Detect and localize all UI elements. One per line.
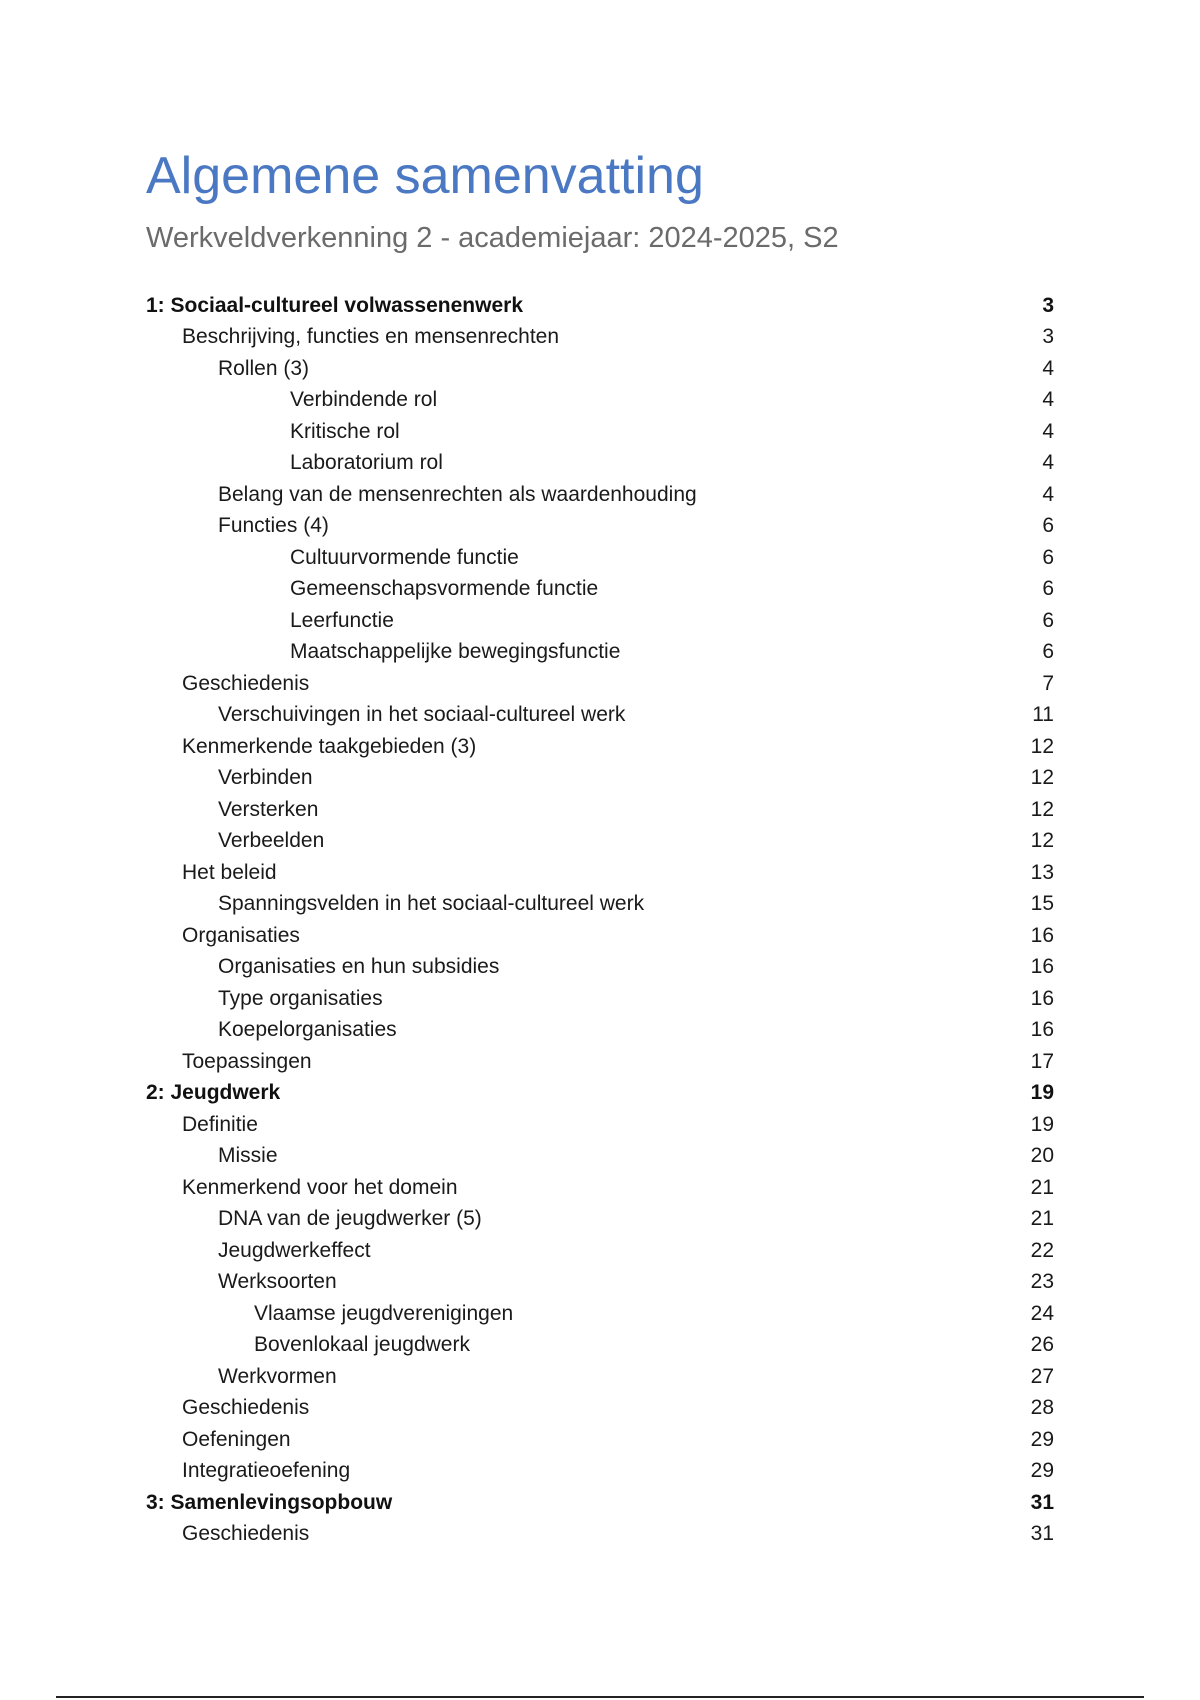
toc-entry-label: Geschiedenis <box>182 1396 310 1420</box>
toc-entry-label: Kenmerkende taakgebieden (3) <box>182 734 477 758</box>
toc-entry-page-number: 12 <box>1030 829 1054 853</box>
toc-entry-page-number: 27 <box>1030 1364 1054 1388</box>
toc-entry-page-number: 7 <box>1042 671 1054 695</box>
toc-entry-label: Toepassingen <box>182 1049 312 1073</box>
toc-entry[interactable] <box>146 322 1054 354</box>
toc-entry-page-number: 19 <box>1030 1081 1054 1105</box>
toc-entry-label: Functies (4) <box>218 514 329 538</box>
toc-entry-label: Kritische rol <box>290 419 400 443</box>
toc-entry[interactable] <box>146 668 1054 700</box>
toc-entry[interactable] <box>146 353 1054 385</box>
toc-entry-page-number: 29 <box>1030 1459 1054 1483</box>
toc-entry-label: Verschuivingen in het sociaal-cultureel werk <box>218 703 626 727</box>
toc-entry[interactable] <box>146 731 1054 763</box>
toc-entry-page-number: 29 <box>1030 1427 1054 1451</box>
toc-entry-page-number: 4 <box>1042 451 1054 475</box>
toc-entry[interactable] <box>146 542 1054 574</box>
toc-entry-page-number: 6 <box>1042 640 1054 664</box>
toc-entry-label: Beschrijving, functies en mensenrechten <box>182 325 560 349</box>
toc-entry[interactable] <box>146 1109 1054 1141</box>
toc-entry[interactable] <box>146 1361 1054 1393</box>
toc-entry-page-number: 4 <box>1042 482 1054 506</box>
toc-entry-label: Rollen (3) <box>218 356 310 380</box>
toc-entry-page-number: 17 <box>1030 1049 1054 1073</box>
toc-entry[interactable] <box>146 794 1054 826</box>
toc-entry-label: Missie <box>218 1144 278 1168</box>
toc-entry-label: Jeugdwerkeffect <box>218 1238 371 1262</box>
toc-entry[interactable] <box>146 983 1054 1015</box>
toc-entry-page-number: 16 <box>1030 955 1054 979</box>
toc-entry[interactable] <box>146 1456 1054 1488</box>
toc-entry-page-number: 23 <box>1030 1270 1054 1294</box>
toc-entry-page-number: 20 <box>1030 1144 1054 1168</box>
toc-entry-label: Oefeningen <box>182 1427 291 1451</box>
toc-entry[interactable] <box>146 1298 1054 1330</box>
toc-entry[interactable] <box>146 637 1054 669</box>
toc-entry[interactable] <box>146 416 1054 448</box>
toc-entry[interactable] <box>146 605 1054 637</box>
toc-entry-label: Maatschappelijke bewegingsfunctie <box>290 640 621 664</box>
toc-entry[interactable] <box>146 574 1054 606</box>
toc-entry-page-number: 24 <box>1030 1301 1054 1325</box>
toc-entry[interactable] <box>146 857 1054 889</box>
toc-entry-label: Geschiedenis <box>182 671 310 695</box>
toc-entry-label: DNA van de jeugdwerker (5) <box>218 1207 482 1231</box>
toc-entry-page-number: 6 <box>1042 577 1054 601</box>
toc-entry-page-number: 21 <box>1030 1175 1054 1199</box>
toc-entry-label: Type organisaties <box>218 986 383 1010</box>
toc-entry-label: Integratieoefening <box>182 1459 351 1483</box>
toc-entry[interactable] <box>146 920 1054 952</box>
toc-entry[interactable] <box>146 1172 1054 1204</box>
toc-entry-label: Het beleid <box>182 860 277 884</box>
toc-entry[interactable] <box>146 700 1054 732</box>
toc-entry-label: Bovenlokaal jeugdwerk <box>254 1333 470 1357</box>
toc-entry-label: Werkvormen <box>218 1364 337 1388</box>
toc-entry-label: Gemeenschapsvormende functie <box>290 577 599 601</box>
toc-chapter-entry[interactable] <box>146 1078 1054 1110</box>
toc-entry[interactable] <box>146 511 1054 543</box>
toc-entry-page-number: 31 <box>1030 1490 1054 1514</box>
toc-entry-page-number: 12 <box>1030 734 1054 758</box>
toc-entry-page-number: 13 <box>1030 860 1054 884</box>
toc-entry-label: Cultuurvormende functie <box>290 545 519 569</box>
toc-entry-page-number: 6 <box>1042 608 1054 632</box>
document-title: Algemene samenvatting <box>146 147 704 205</box>
toc-chapter-entry[interactable] <box>146 1487 1054 1519</box>
toc-entry[interactable] <box>146 826 1054 858</box>
toc-entry-label: Laboratorium rol <box>290 451 443 475</box>
toc-chapter-entry[interactable] <box>146 290 1054 322</box>
toc-entry-page-number: 4 <box>1042 356 1054 380</box>
toc-entry-page-number: 31 <box>1030 1522 1054 1546</box>
toc-entry-page-number: 12 <box>1030 766 1054 790</box>
toc-entry-page-number: 3 <box>1042 293 1054 317</box>
toc-entry-label: Vlaamse jeugdverenigingen <box>254 1301 514 1325</box>
toc-entry[interactable] <box>146 1235 1054 1267</box>
toc-entry-page-number: 12 <box>1030 797 1054 821</box>
toc-entry[interactable] <box>146 1204 1054 1236</box>
toc-entry-label: Spanningsvelden in het sociaal-cultureel werk <box>218 892 645 916</box>
toc-entry[interactable] <box>146 1267 1054 1299</box>
toc-entry-page-number: 4 <box>1042 388 1054 412</box>
toc-entry-label: Organisaties <box>182 923 300 947</box>
toc-entry-label: Belang van de mensenrechten als waardenhouding <box>218 482 697 506</box>
toc-entry-label: 1: Sociaal-cultureel volwassenenwerk <box>146 293 523 317</box>
toc-entry-label: Organisaties en hun subsidies <box>218 955 500 979</box>
toc-entry-label: Versterken <box>218 797 319 821</box>
toc-entry-page-number: 3 <box>1042 325 1054 349</box>
toc-entry[interactable] <box>146 763 1054 795</box>
toc-entry-page-number: 6 <box>1042 514 1054 538</box>
toc-entry-page-number: 22 <box>1030 1238 1054 1262</box>
toc-entry[interactable] <box>146 952 1054 984</box>
toc-entry[interactable] <box>146 385 1054 417</box>
toc-entry[interactable] <box>146 1424 1054 1456</box>
toc-entry[interactable] <box>146 1141 1054 1173</box>
toc-entry-page-number: 19 <box>1030 1112 1054 1136</box>
toc-entry[interactable] <box>146 1330 1054 1362</box>
toc-entry[interactable] <box>146 1046 1054 1078</box>
toc-entry-label: Definitie <box>182 1112 258 1136</box>
toc-entry-label: Koepelorganisaties <box>218 1018 397 1042</box>
toc-entry-label: Verbindende rol <box>290 388 438 412</box>
toc-entry-label: Leerfunctie <box>290 608 394 632</box>
toc-entry-label: 2: Jeugdwerk <box>146 1081 281 1105</box>
footer-divider <box>56 1696 1144 1698</box>
toc-entry[interactable] <box>146 889 1054 921</box>
toc-entry-page-number: 11 <box>1032 703 1054 727</box>
toc-entry-label: Verbinden <box>218 766 313 790</box>
toc-entry-page-number: 4 <box>1042 419 1054 443</box>
toc-entry-page-number: 28 <box>1030 1396 1054 1420</box>
toc-entry-label: 3: Samenlevingsopbouw <box>146 1490 393 1514</box>
toc-entry-page-number: 6 <box>1042 545 1054 569</box>
toc-entry-page-number: 21 <box>1030 1207 1054 1231</box>
toc-entry[interactable] <box>146 1015 1054 1047</box>
toc-entry[interactable] <box>146 1393 1054 1425</box>
document-subtitle: Werkveldverkenning 2 - academiejaar: 2024-2025, S2 <box>146 222 839 254</box>
toc-entry-page-number: 16 <box>1030 986 1054 1010</box>
toc-entry-page-number: 16 <box>1030 1018 1054 1042</box>
toc-entry-label: Geschiedenis <box>182 1522 310 1546</box>
toc-entry-label: Verbeelden <box>218 829 325 853</box>
toc-entry-label: Werksoorten <box>218 1270 337 1294</box>
toc-entry-page-number: 15 <box>1030 892 1054 916</box>
toc-entry[interactable] <box>146 1519 1054 1551</box>
toc-entry[interactable] <box>146 479 1054 511</box>
toc-entry-page-number: 16 <box>1030 923 1054 947</box>
toc-entry-label: Kenmerkend voor het domein <box>182 1175 458 1199</box>
table-of-contents <box>146 290 1054 1550</box>
toc-entry-page-number: 26 <box>1030 1333 1054 1357</box>
toc-entry[interactable] <box>146 448 1054 480</box>
